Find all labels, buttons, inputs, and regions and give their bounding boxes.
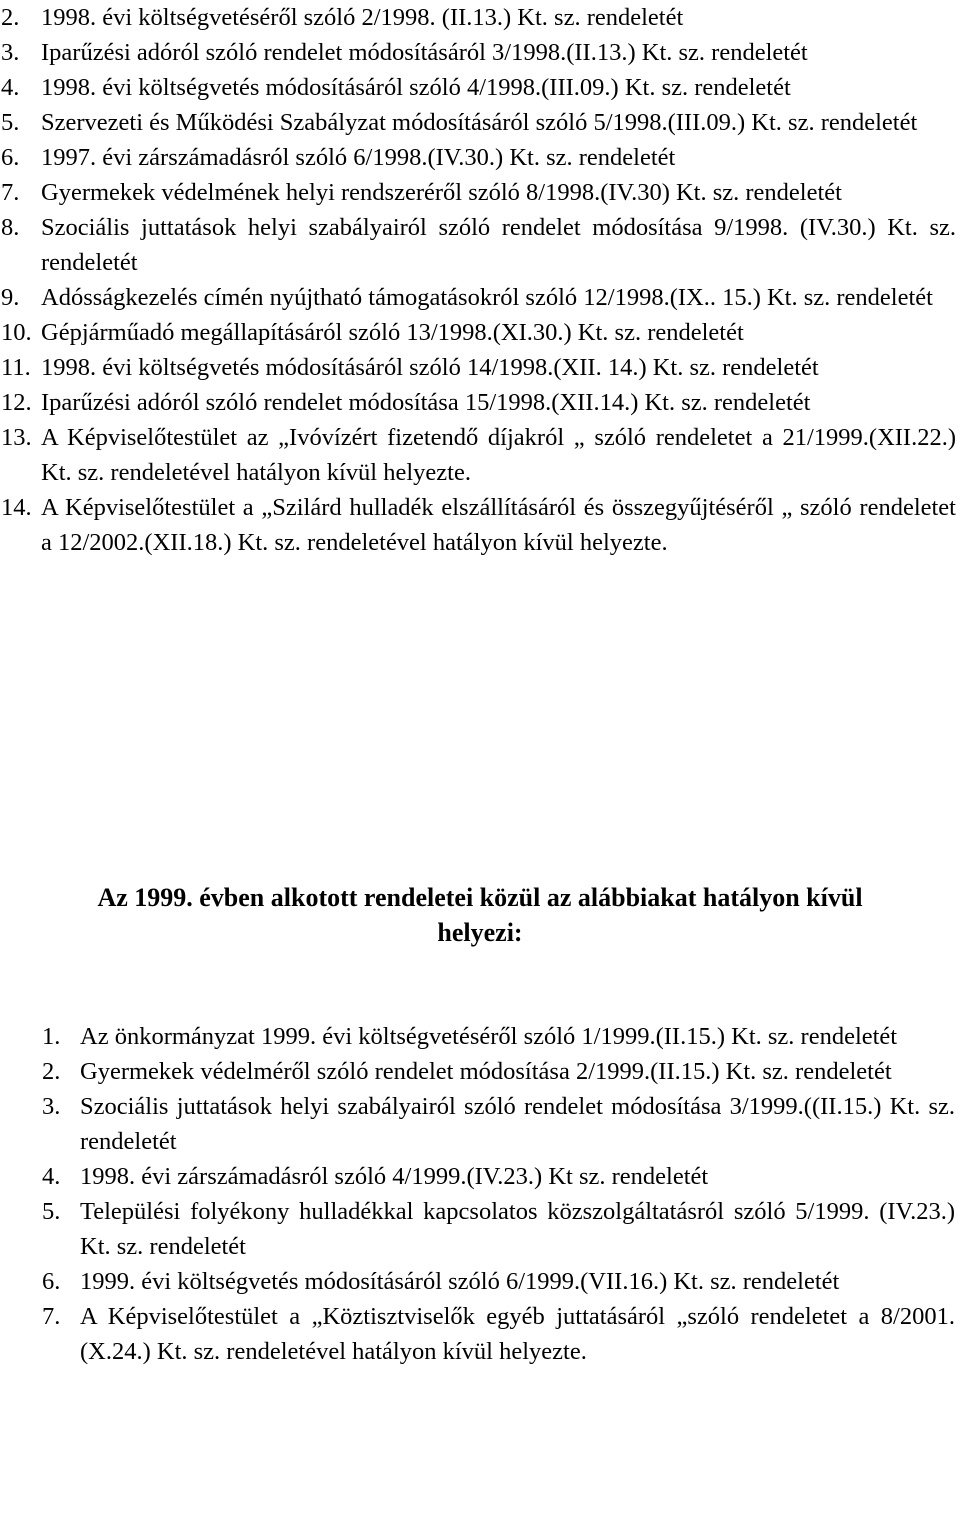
list-item: [42, 1194, 960, 1264]
item-number: 10.: [1, 319, 32, 346]
item-number: 14.: [1, 494, 32, 521]
list-item: [1, 70, 960, 105]
list-item: [42, 1264, 960, 1299]
repealed-1998-list: [1, 0, 960, 560]
item-number: 13.: [1, 424, 32, 451]
item-text: Szociális juttatások helyi szabályairól szóló rendelet módosítása 3/1999.((II.15.) Kt. sz. rendeletét: [80, 1093, 955, 1155]
list-item: [42, 1299, 960, 1369]
item-text: Települési folyékony hulladékkal kapcsolatos közszolgáltatásról szóló 5/1999. (IV.23.) Kt. sz. rendeletét: [80, 1198, 955, 1260]
list-item: [1, 105, 960, 140]
list-item: [1, 140, 960, 175]
item-text: 1998. évi költségvetés módosításáról szóló 14/1998.(XII. 14.) Kt. sz. rendeletét: [41, 354, 819, 381]
list-item: [42, 1159, 960, 1194]
item-text: 1999. évi költségvetés módosításáról szóló 6/1999.(VII.16.) Kt. sz. rendeletét: [80, 1268, 840, 1295]
list-item: [42, 1019, 960, 1054]
item-text: A Képviselőtestület a „Köztisztviselők egyéb juttatásáról „szóló rendeletet a 8/2001.(X.24.) Kt. sz. rendeletével hatályon kívül helyezte.: [80, 1303, 955, 1365]
item-number: 8.: [1, 214, 20, 241]
item-text: 1998. évi költségvetés módosításáról szóló 4/1998.(III.09.) Kt. sz. rendeletét: [41, 74, 791, 101]
item-text: Gyermekek védelmének helyi rendszeréről szóló 8/1998.(IV.30) Kt. sz. rendeletét: [41, 179, 842, 206]
item-number: 5.: [1, 109, 20, 136]
item-number: 4.: [1, 74, 20, 101]
item-number: 4.: [42, 1163, 61, 1190]
list-item: [1, 175, 960, 210]
item-text: A Képviselőtestület a „Szilárd hulladék elszállításáról és összegyűjtéséről „ szóló rendeletet a 12/2002.(XII.18.) Kt. sz. rendeletével hatályon kívül helyezte.: [41, 494, 956, 556]
item-number: 3.: [1, 39, 20, 66]
list-item: [1, 350, 960, 385]
list-item: [1, 280, 960, 315]
item-text: A Képviselőtestület az „Ivóvízért fizetendő díjakról „ szóló rendeletet a 21/1999.(XII.22.) Kt. sz. rendeletével hatályon kívül helyezte.: [41, 424, 956, 486]
item-text: Iparűzési adóról szóló rendelet módosításáról 3/1998.(II.13.) Kt. sz. rendeletét: [41, 39, 808, 66]
section-heading: [0, 880, 960, 950]
item-text: Iparűzési adóról szóló rendelet módosítása 15/1998.(XII.14.) Kt. sz. rendeletét: [41, 389, 811, 416]
item-number: 3.: [42, 1093, 61, 1120]
item-number: 6.: [1, 144, 20, 171]
item-text: Adósságkezelés címén nyújtható támogatásokról szóló 12/1998.(IX.. 15.) Kt. sz. rendeletét: [41, 284, 933, 311]
item-number: 5.: [42, 1198, 61, 1225]
item-number: 7.: [42, 1303, 61, 1330]
list-item: [1, 385, 960, 420]
list-item: [1, 490, 960, 560]
item-text: 1997. évi zárszámadásról szóló 6/1998.(IV.30.) Kt. sz. rendeletét: [41, 144, 676, 171]
item-number: 1.: [42, 1023, 61, 1050]
list-item: [1, 315, 960, 350]
item-number: 6.: [42, 1268, 61, 1295]
list-item: [42, 1054, 960, 1089]
item-number: 11.: [1, 354, 31, 381]
item-text: Szociális juttatások helyi szabályairól szóló rendelet módosítása 9/1998. (IV.30.) Kt. sz. rendeletét: [41, 214, 956, 276]
repealed-1999-list: [42, 1019, 960, 1369]
item-text: Az önkormányzat 1999. évi költségvetéséről szóló 1/1999.(II.15.) Kt. sz. rendeletét: [80, 1023, 898, 1050]
item-number: 12.: [1, 389, 32, 416]
item-number: 7.: [1, 179, 20, 206]
item-number: 2.: [1, 4, 20, 31]
item-number: 9.: [1, 284, 20, 311]
item-text: Gyermekek védelméről szóló rendelet módosítása 2/1999.(II.15.) Kt. sz. rendeletét: [80, 1058, 892, 1085]
list-item: [1, 35, 960, 70]
list-item: [1, 420, 960, 490]
item-text: Gépjárműadó megállapításáról szóló 13/1998.(XI.30.) Kt. sz. rendeletét: [41, 319, 744, 346]
list-item: [42, 1089, 960, 1159]
heading-line: Az 1999. évben alkotott rendeletei közül az alábbiakat hatályon kívül: [97, 883, 863, 912]
list-item: [1, 0, 960, 35]
item-text: 1998. évi költségvetéséről szóló 2/1998. (II.13.) Kt. sz. rendeletét: [41, 4, 684, 31]
list-item: [1, 210, 960, 280]
item-number: 2.: [42, 1058, 61, 1085]
item-text: 1998. évi zárszámadásról szóló 4/1999.(IV.23.) Kt sz. rendeletét: [80, 1163, 709, 1190]
item-text: Szervezeti és Működési Szabályzat módosításáról szóló 5/1998.(III.09.) Kt. sz. rendeletét: [41, 109, 918, 136]
heading-line: helyezi:: [437, 918, 523, 947]
